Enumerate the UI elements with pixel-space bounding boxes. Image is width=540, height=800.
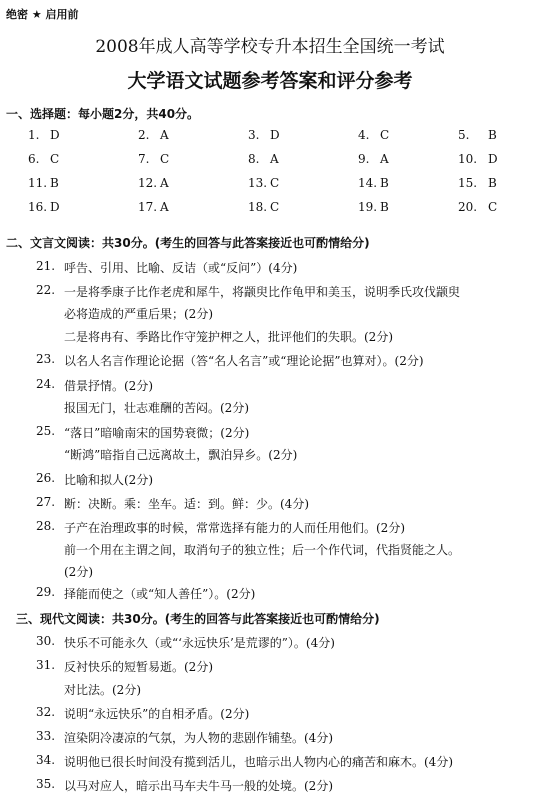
answer-text: 借景抒情。(2分): [64, 379, 153, 393]
answer-text: 快乐不可能永久（或“‘永远快乐’是荒谬的”）。(4分): [64, 636, 335, 650]
question-number: 26.: [36, 471, 56, 485]
mc-answer-letter: D: [50, 128, 60, 142]
answer-text: 二是将冉有、季路比作守笼护柙之人，批评他们的失职。(2分): [64, 330, 394, 344]
question-number: 31.: [36, 658, 56, 672]
mc-question-number: 16.: [28, 200, 48, 214]
answer-text: 比喻和拟人(2分): [64, 473, 153, 487]
answer-text: 渲染阴冷凄凉的气氛，为人物的悲剧作铺垫。(4分): [64, 731, 333, 745]
mc-answer-letter: D: [488, 152, 498, 166]
answer-text: (2分): [64, 565, 93, 579]
question-number: 30.: [36, 634, 56, 648]
mc-question-number: 10.: [458, 152, 478, 166]
mc-answer-letter: A: [160, 200, 169, 214]
section-1-heading: 一、选择题：每小题2分，共40分。: [6, 107, 200, 121]
answer-text: 报国无门，壮志难酬的苦闷。(2分): [64, 401, 249, 415]
mc-answer-letter: B: [50, 176, 59, 190]
mc-question-number: 2.: [138, 128, 150, 142]
answer-text: 以马对应人，暗示出马车夫牛马一般的处境。(2分): [64, 779, 333, 793]
answer-text: “断鸿”暗指自己远离故土，飘泊异乡。(2分): [64, 448, 298, 462]
question-number: 25.: [36, 424, 56, 438]
question-number: 22.: [36, 283, 56, 297]
mc-question-number: 3.: [248, 128, 260, 142]
mc-answer-letter: C: [270, 200, 280, 214]
answer-text: 择能而使之（或“知人善任”）。(2分): [64, 587, 256, 601]
mc-question-number: 1.: [28, 128, 40, 142]
answer-key-title: 大学语文试题参考答案和评分参考: [127, 70, 413, 92]
mc-answer-letter: A: [270, 152, 279, 166]
mc-answer-letter: D: [270, 128, 280, 142]
mc-question-number: 7.: [138, 152, 150, 166]
answer-text: 前一个用在主谓之间，取消句子的独立性；后一个作代词，代指贤能之人。: [64, 543, 461, 557]
question-number: 27.: [36, 495, 56, 509]
multiple-choice-answers: [0, 128, 540, 224]
mc-answer-letter: B: [380, 200, 389, 214]
answer-text: 一是将季康子比作老虎和犀牛，将颛臾比作龟甲和美玉，说明季氏攻伐颛臾: [64, 285, 461, 299]
mc-question-number: 14.: [358, 176, 378, 190]
mc-question-number: 5.: [458, 128, 470, 142]
mc-answer-letter: B: [380, 176, 389, 190]
answer-text: 呼告、引用、比喻、反诘（或“反问”）(4分): [64, 261, 298, 275]
mc-question-number: 4.: [358, 128, 370, 142]
mc-question-number: 9.: [358, 152, 370, 166]
mc-question-number: 13.: [248, 176, 268, 190]
question-number: 34.: [36, 753, 56, 767]
mc-question-number: 12.: [138, 176, 158, 190]
mc-question-number: 18.: [248, 200, 268, 214]
mc-answer-letter: B: [488, 128, 497, 142]
answer-text: “落日”暗喻南宋的国势衰微；(2分): [64, 426, 250, 440]
answer-text: 断：决断。乘：坐车。适：到。鲜：少。(4分): [64, 497, 309, 511]
mc-question-number: 15.: [458, 176, 478, 190]
mc-answer-letter: A: [160, 176, 169, 190]
confidential-label: 绝密 ★ 启用前: [6, 8, 79, 21]
mc-answer-letter: C: [160, 152, 170, 166]
mc-question-number: 6.: [28, 152, 40, 166]
question-number: 24.: [36, 377, 56, 391]
mc-question-number: 11.: [28, 176, 48, 190]
question-number: 35.: [36, 777, 56, 791]
mc-answer-letter: C: [380, 128, 390, 142]
mc-question-number: 8.: [248, 152, 260, 166]
mc-answer-letter: A: [160, 128, 169, 142]
question-number: 23.: [36, 352, 56, 366]
question-number: 21.: [36, 259, 56, 273]
mc-answer-letter: B: [488, 176, 497, 190]
section-2-heading: 二、文言文阅读：共30分。(考生的回答与此答案接近也可酌情给分): [6, 236, 370, 250]
exam-title: 2008年成人高等学校专升本招生全国统一考试: [95, 37, 445, 57]
answer-text: 反衬快乐的短暂易逝。(2分): [64, 660, 213, 674]
mc-answer-letter: C: [488, 200, 498, 214]
mc-question-number: 19.: [358, 200, 378, 214]
answer-text: 以名人名言作理论论据（答“名人名言”或“理论论据”也算对）。(2分): [64, 354, 424, 368]
question-number: 29.: [36, 585, 56, 599]
mc-answer-letter: A: [380, 152, 389, 166]
mc-answer-letter: D: [50, 200, 60, 214]
answer-text: 说明他已很长时间没有揽到活儿，也暗示出人物内心的痛苦和麻木。(4分): [64, 755, 454, 769]
answer-text: 对比法。(2分): [64, 683, 141, 697]
question-number: 32.: [36, 705, 56, 719]
answer-text: 说明“永远快乐”的自相矛盾。(2分): [64, 707, 250, 721]
mc-question-number: 17.: [138, 200, 158, 214]
question-number: 33.: [36, 729, 56, 743]
answer-text: 必将造成的严重后果；(2分): [64, 307, 213, 321]
answer-text: 子产在治理政事的时候，常常选择有能力的人而任用他们。(2分): [64, 521, 406, 535]
mc-answer-letter: C: [270, 176, 280, 190]
question-number: 28.: [36, 519, 56, 533]
mc-question-number: 20.: [458, 200, 478, 214]
mc-answer-letter: C: [50, 152, 60, 166]
section-3-heading: 三、现代文阅读：共30分。(考生的回答与此答案接近也可酌情给分): [16, 612, 380, 626]
